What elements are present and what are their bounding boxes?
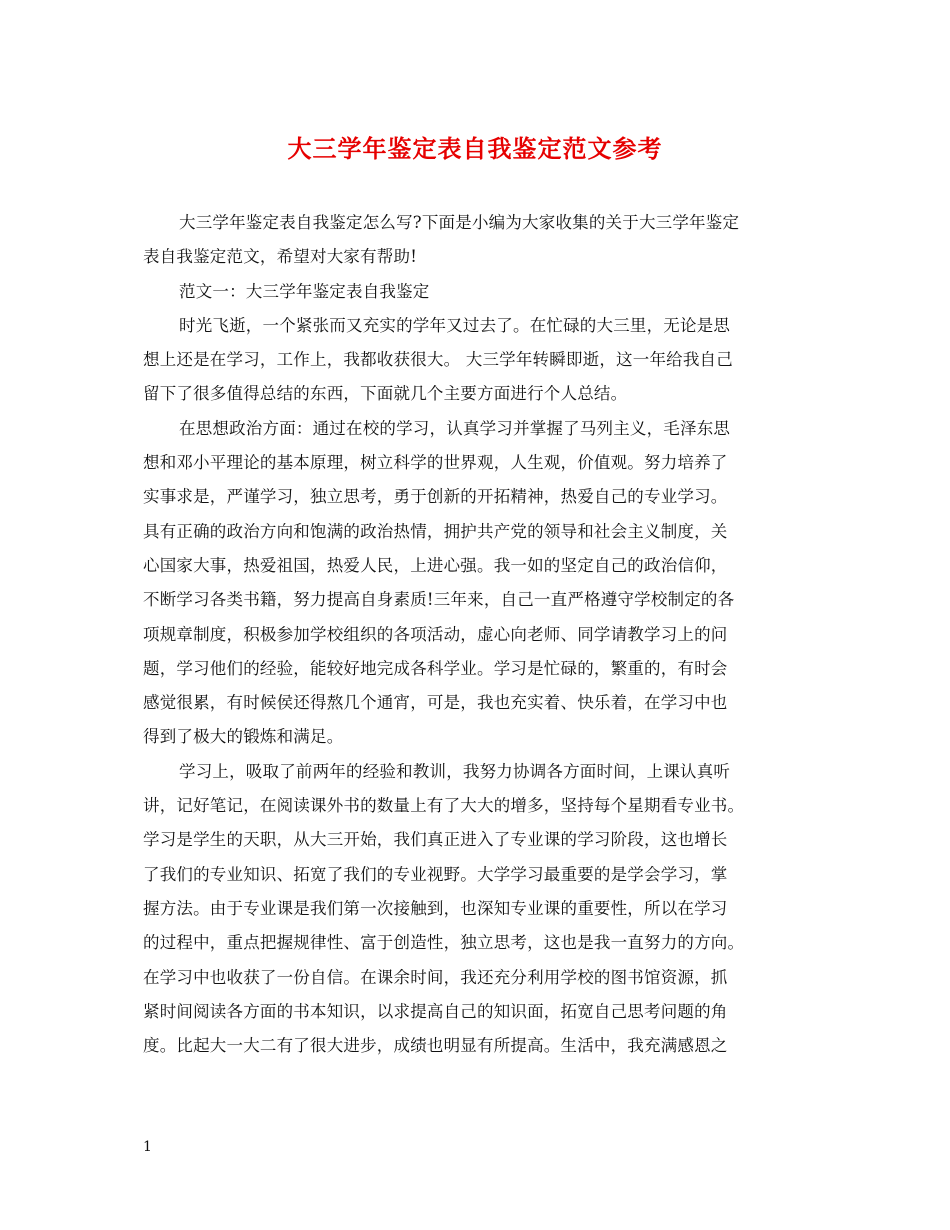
text-line: 得到了极大的锻炼和满足。 xyxy=(143,727,344,747)
text-line: 实事求是，严谨学习，独立思考，勇于创新的开拓精神，热爱自己的专业学习。 xyxy=(143,487,728,507)
text-line: 学习是学生的天职，从大三开始，我们真正进入了专业课的学习阶段，这也增长 xyxy=(143,830,728,850)
text-line: 具有正确的政治方向和饱满的政治热情，拥护共产党的领导和社会主义制度，关 xyxy=(143,521,728,541)
text-line: 了我们的专业知识、拓宽了我们的专业视野。大学学习最重要的是学会学习，掌 xyxy=(143,864,728,884)
text-line: 时光飞逝，一个紧张而又充实的学年又过去了。在忙碌的大三里，无论是思 xyxy=(179,315,731,335)
page-number: 1 xyxy=(143,1139,152,1155)
text-line: 大三学年鉴定表自我鉴定怎么写?下面是小编为大家收集的关于大三学年鉴定 xyxy=(179,213,740,232)
document-body xyxy=(143,206,809,1063)
text-line: 范文一：大三学年鉴定表自我鉴定 xyxy=(179,281,430,301)
text-line: 想上还是在学习，工作上，我都收获很大。 大三学年转瞬即逝，这一年给我自己 xyxy=(143,350,733,370)
text-line: 感觉很累，有时候侯还得熬几个通宵，可是，我也充实着、快乐着，在学习中也 xyxy=(143,693,728,713)
text-line: 在学习中也收获了一份自信。在课余时间，我还充分利用学校的图书馆资源，抓 xyxy=(143,967,728,987)
text-line: 想和邓小平理论的基本原理，树立科学的世界观，人生观，价值观。努力培养了 xyxy=(143,453,728,473)
text-line: 留下了很多值得总结的东西，下面就几个主要方面进行个人总结。 xyxy=(143,384,628,404)
page-title: 大三学年鉴定表自我鉴定范文参考 xyxy=(287,134,663,163)
text-line: 度。比起大一大二有了很大进步，成绩也明显有所提高。生活中，我充满感恩之 xyxy=(143,1036,728,1056)
text-line: 心国家大事，热爱祖国，热爱人民，上进心强。我一如的坚定自己的政治信仰， xyxy=(143,555,728,575)
text-line: 讲，记好笔记，在阅读课外书的数量上有了大大的增多，坚持每个星期看专业书。 xyxy=(143,796,745,816)
text-line: 项规章制度，积极参加学校组织的各项活动，虚心向老师、同学请教学习上的问 xyxy=(143,624,728,644)
text-line: 学习上，吸取了前两年的经验和教训，我努力协调各方面时间，上课认真听 xyxy=(179,761,731,781)
text-line: 紧时间阅读各方面的书本知识，以求提高自己的知识面，拓宽自己思考问题的角 xyxy=(143,1001,728,1021)
text-line: 的过程中，重点把握规律性、富于创造性，独立思考，这也是我一直努力的方向。 xyxy=(143,933,745,953)
text-line: 不断学习各类书籍，努力提高自身素质!三年来，自己一直严格遵守学校制定的各 xyxy=(143,590,735,610)
text-line: 握方法。由于专业课是我们第一次接触到，也深知专业课的重要性，所以在学习 xyxy=(143,898,728,918)
text-line: 在思想政治方面：通过在校的学习，认真学习并掌握了马列主义，毛泽东思 xyxy=(179,418,731,438)
text-line: 题，学习他们的经验，能较好地完成各科学业。学习是忙碌的，繁重的，有时会 xyxy=(143,658,728,678)
text-line: 表自我鉴定范文，希望对大家有帮助! xyxy=(143,247,418,267)
